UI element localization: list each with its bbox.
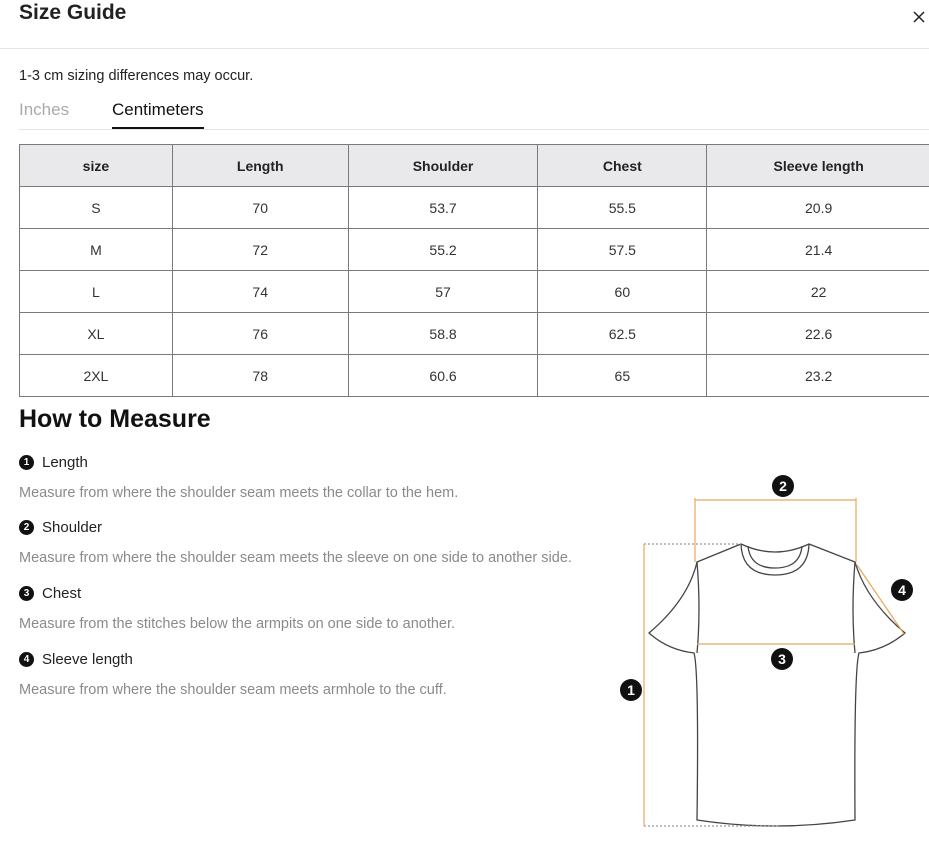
table-cell: 60.6 [348,355,538,397]
table-cell: S [20,187,173,229]
table-cell: 53.7 [348,187,538,229]
table-cell: 21.4 [707,229,929,271]
table-cell: 23.2 [707,355,929,397]
svg-text:1: 1 [627,682,635,698]
table-cell: XL [20,313,173,355]
column-header-size: size [20,145,173,187]
table-cell: 20.9 [707,187,929,229]
number-badge-icon: 3 [19,586,34,601]
marker-3-icon [771,648,793,670]
table-cell: 55.5 [538,187,707,229]
sizing-note: 1-3 cm sizing differences may occur. [19,68,254,84]
table-cell: 2XL [20,355,173,397]
table-cell: 57.5 [538,229,707,271]
svg-text:2: 2 [779,478,787,494]
column-header-length: Length [172,145,348,187]
table-cell: L [20,271,173,313]
table-cell: 60 [538,271,707,313]
table-cell: M [20,229,173,271]
measure-description: Measure from where the shoulder seam meets the collar to the hem. [19,485,459,501]
svg-text:4: 4 [898,582,906,598]
table-cell: 58.8 [348,313,538,355]
measure-label: Length [42,454,88,471]
table-cell: 55.2 [348,229,538,271]
measure-description: Measure from the stitches below the armpits on one side to another. [19,616,456,632]
table-cell: 62.5 [538,313,707,355]
column-header-sleeve-length: Sleeve length [707,145,929,187]
number-badge-icon: 1 [19,455,34,470]
measure-label: Chest [42,585,82,602]
measure-description: Measure from where the shoulder seam meets the sleeve on one side to another side. [19,550,572,566]
table-cell: 22.6 [707,313,929,355]
column-header-shoulder: Shoulder [348,145,538,187]
measure-description: Measure from where the shoulder seam meets armhole to the cuff. [19,682,447,698]
measure-label: Shoulder [42,519,103,536]
measure-label: Sleeve length [42,651,133,668]
tshirt-illustration-icon [649,544,905,826]
number-badge-icon: 4 [19,652,34,667]
table-cell: 78 [172,355,348,397]
table-cell: 22 [707,271,929,313]
marker-4-icon [891,579,913,601]
table-cell: 65 [538,355,707,397]
how-to-measure-title: How to Measure [19,405,211,433]
column-header-chest: Chest [538,145,707,187]
svg-text:3: 3 [778,651,786,667]
table-cell: 57 [348,271,538,313]
tab-inches[interactable]: Inches [19,100,70,119]
tab-centimeters[interactable]: Centimeters [112,100,204,129]
table-cell: 74 [172,271,348,313]
table-cell: 72 [172,229,348,271]
marker-2-icon [772,475,794,497]
table-cell: 70 [172,187,348,229]
table-cell: 76 [172,313,348,355]
modal-title: Size Guide [19,1,127,24]
number-badge-icon: 2 [19,520,34,535]
marker-1-icon [620,679,642,701]
